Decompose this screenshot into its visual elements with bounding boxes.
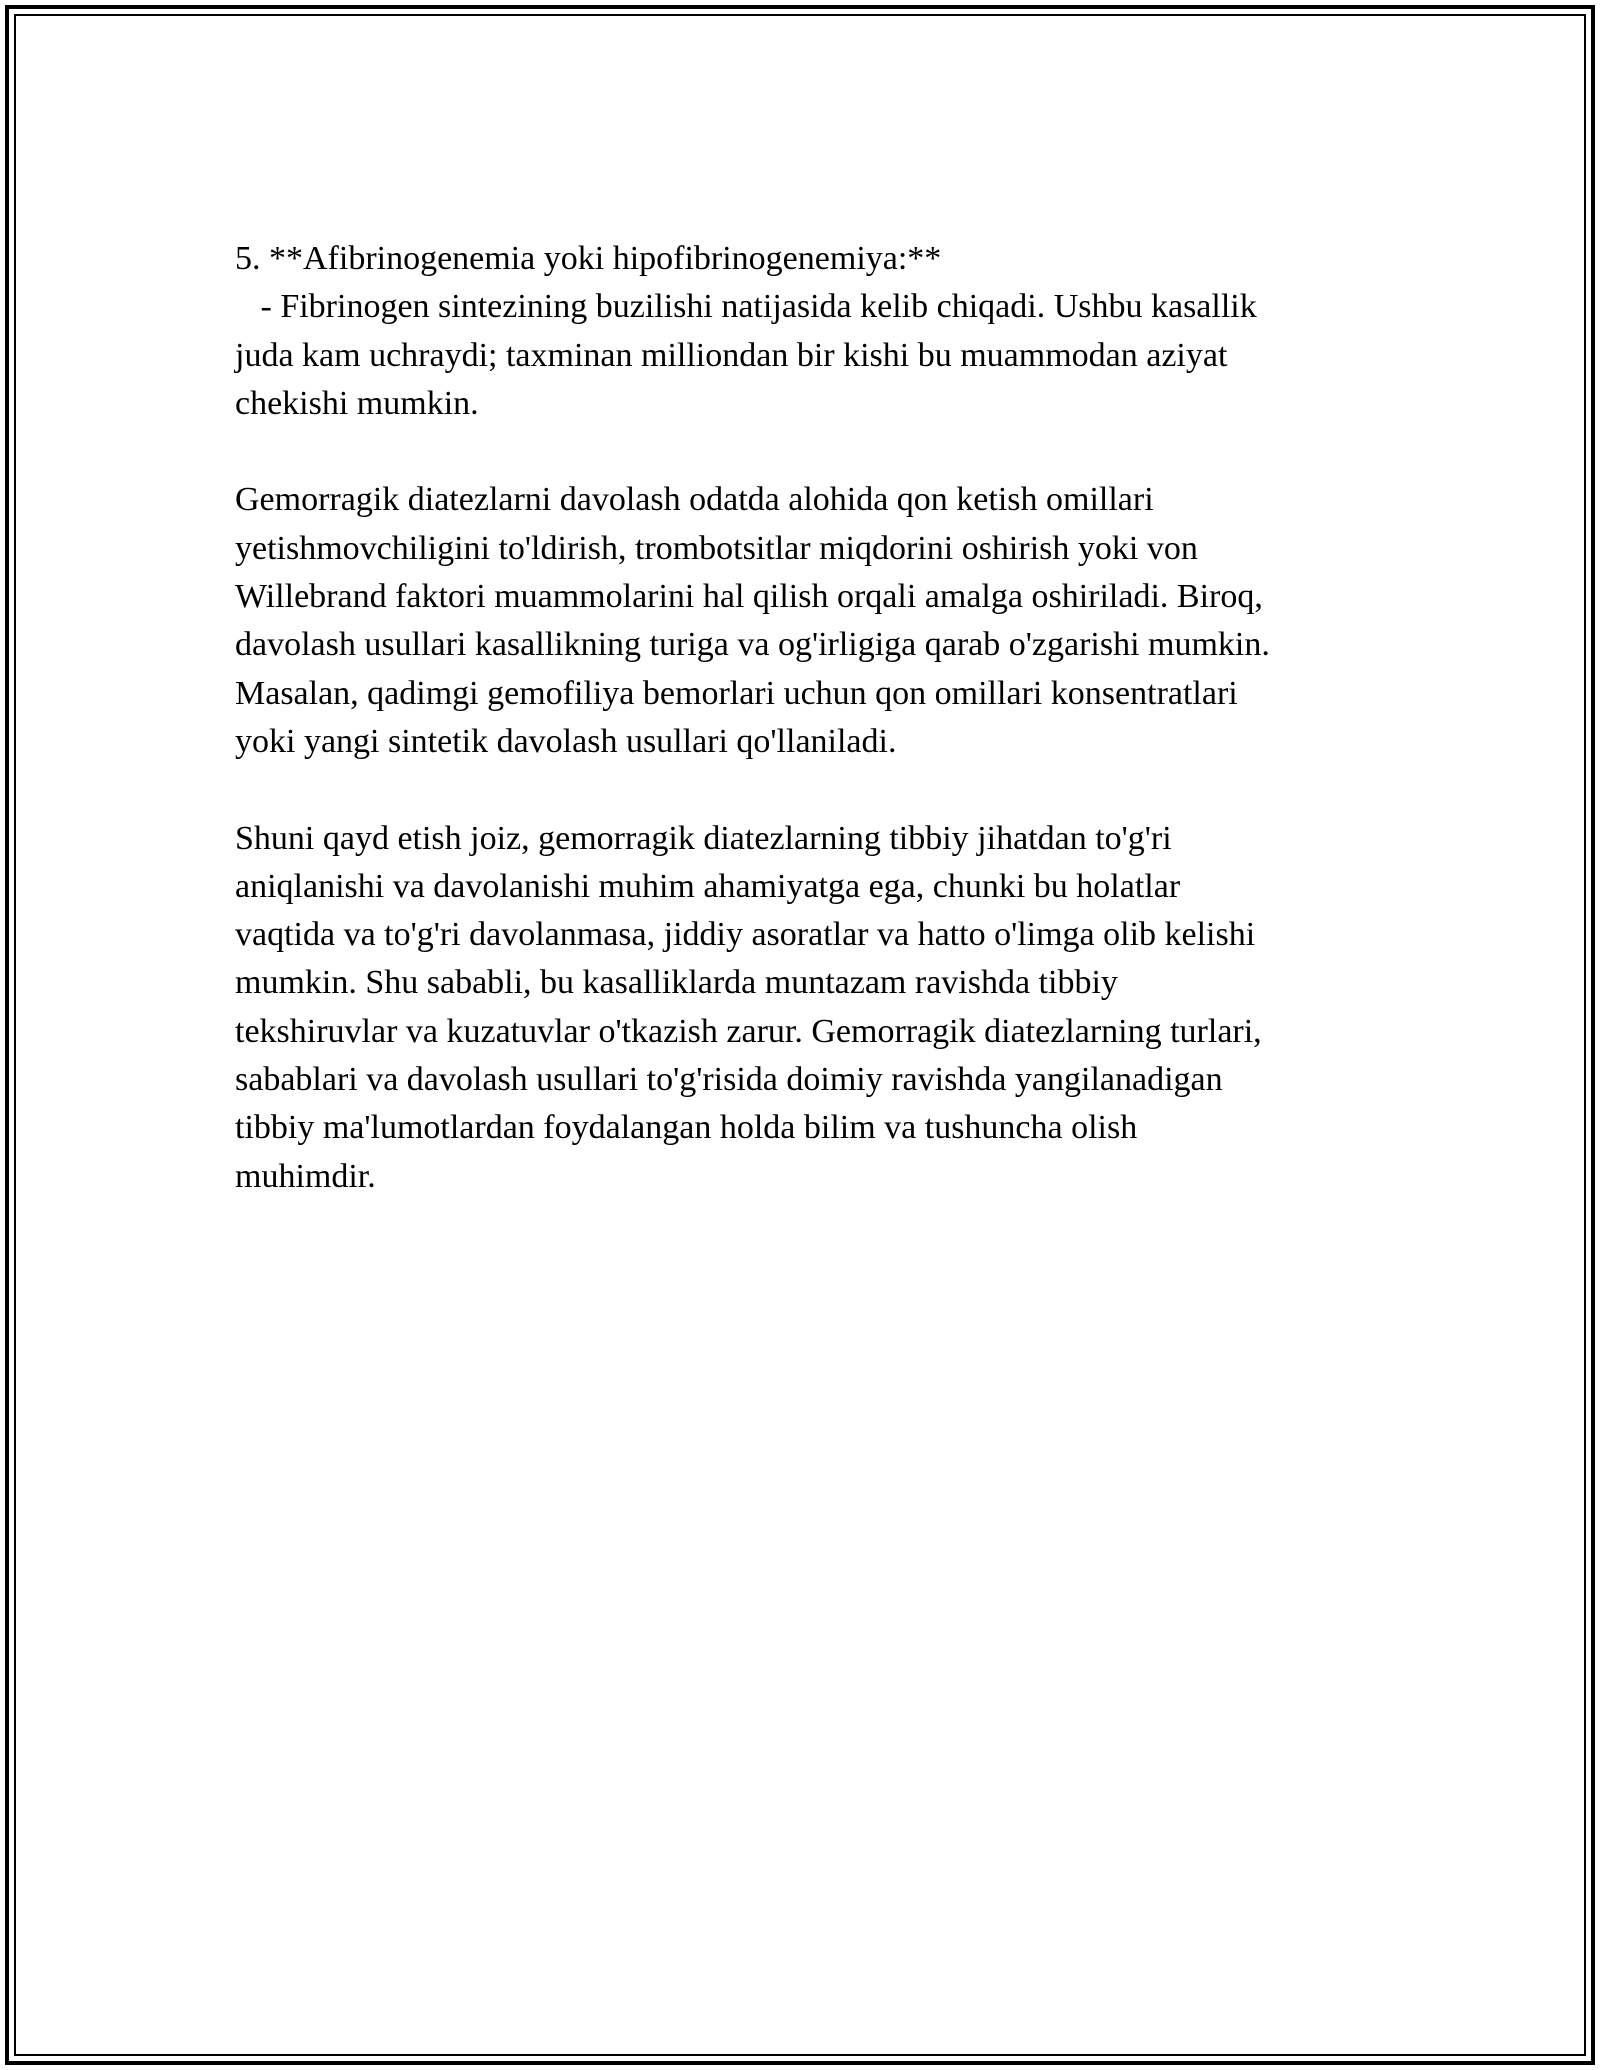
text-line: - Fibrinogen sintezining buzilishi natijasida kelib chiqadi. Ushbu kasallik (235, 288, 1257, 326)
text-line: Willebrand faktori muammolarini hal qilish orqali amalga oshiriladi. Biroq, (235, 578, 1263, 616)
text-line: muhimdir. (235, 1157, 376, 1195)
text-line: juda kam uchraydi; taxminan milliondan bir kishi bu muammodan aziyat (235, 336, 1228, 374)
text-line: vaqtida va to'g'ri davolanmasa, jiddiy asoratlar va hatto o'limga olib kelishi (235, 916, 1256, 954)
heading-paragraph (235, 235, 1355, 428)
conclusion-paragraph (235, 815, 1355, 1201)
text-line: Shuni qayd etish joiz, gemorragik diatezlarning tibbiy jihatdan to'g'ri (235, 819, 1172, 857)
text-line: tekshiruvlar va kuzatuvlar o'tkazish zarur. Gemorragik diatezlarning turlari, (235, 1012, 1262, 1050)
text-line: yoki yangi sintetik davolash usullari qo'llaniladi. (235, 722, 897, 760)
text-line: tibbiy ma'lumotlardan foydalangan holda bilim va tushuncha olish (235, 1109, 1138, 1147)
treatment-paragraph (235, 476, 1355, 766)
text-line: Gemorragik diatezlarni davolash odatda alohida qon ketish omillari (235, 481, 1154, 519)
text-line: chekishi mumkin. (235, 384, 479, 422)
list-item-heading: 5. **Afibrinogenemia yoki hipofibrinogenemiya:** (235, 240, 942, 277)
text-line: aniqlanishi va davolanishi muhim ahamiyatga ega, chunki bu holatlar (235, 867, 1181, 905)
text-line: sabablari va davolash usullari to'g'risida doimiy ravishda yangilanadigan (235, 1061, 1223, 1099)
text-line: Masalan, qadimgi gemofiliya bemorlari uchun qon omillari konsentratlari (235, 674, 1238, 712)
text-line: mumkin. Shu sababli, bu kasalliklarda muntazam ravishda tibbiy (235, 964, 1118, 1002)
document-body (235, 235, 1355, 1201)
text-line: davolash usullari kasallikning turiga va og'irligiga qarab o'zgarishi mumkin. (235, 626, 1270, 664)
text-line: yetishmovchiligini to'ldirish, trombotsitlar miqdorini oshirish yoki von (235, 529, 1198, 567)
